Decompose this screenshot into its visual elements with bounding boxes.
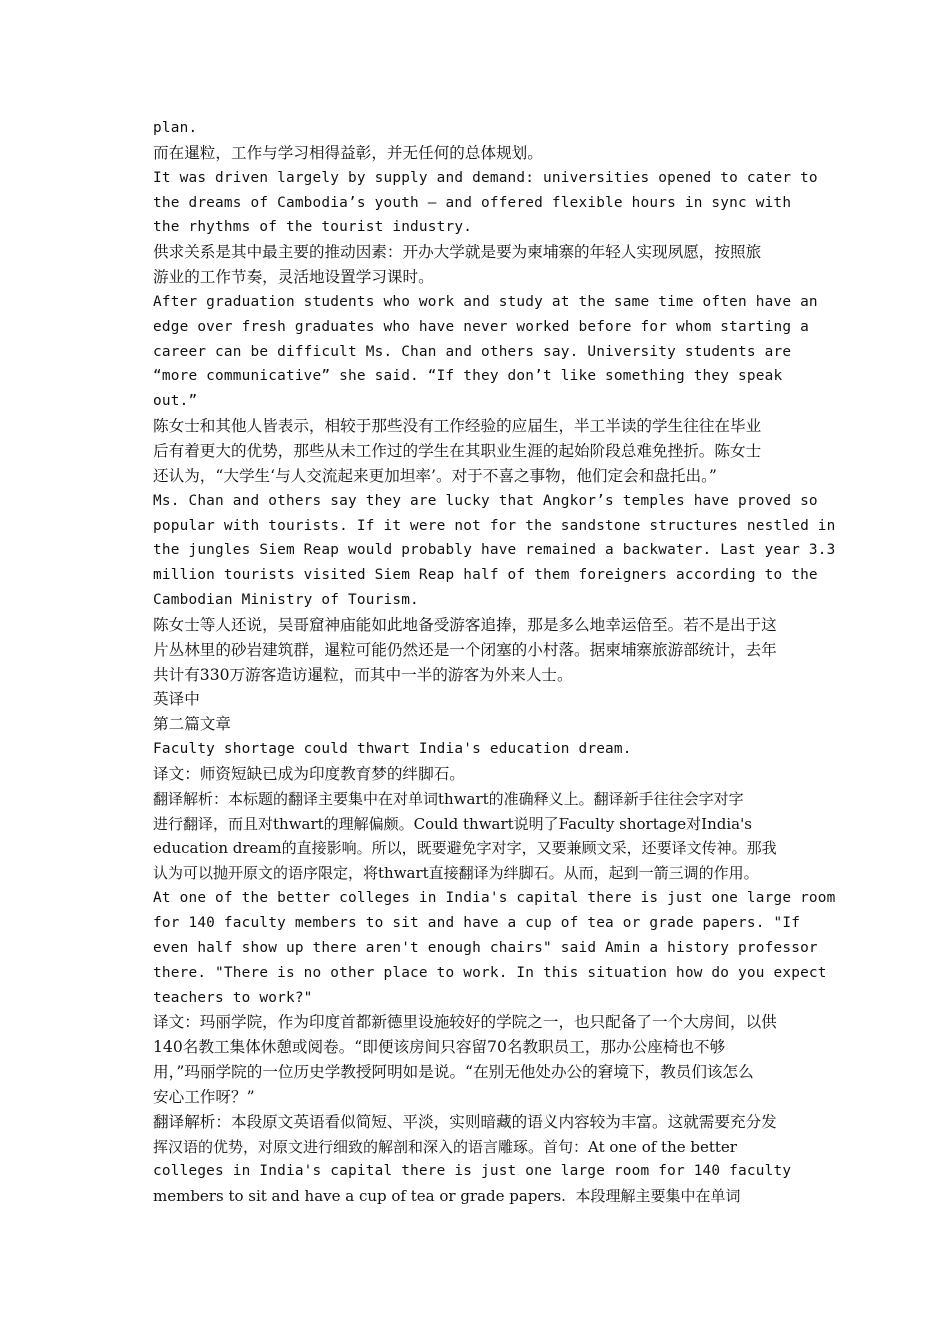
text-line: out.”: [153, 393, 198, 410]
text-line: 游业的工作节奏，灵活地设置学习课时。: [153, 268, 434, 287]
text-line: 供求关系是其中最主要的推动因素：开办大学就是要为柬埔寨的年轻人实现夙愿，按照旅: [153, 243, 762, 262]
text-line: colleges in India's capital there is just one large room for 140 faculty: [153, 1163, 792, 1180]
text-line: members to sit and have a cup of tea or grade papers. 本段理解主要集中在单词: [153, 1187, 741, 1206]
text-line: 译文：玛丽学院，作为印度首都新德里设施较好的学院之一，也只配备了一个大房间，以供: [153, 1013, 777, 1032]
text-line: 陈女士等人还说，吴哥窟神庙能如此地备受游客追捧，那是多么地幸运倍至。若不是出于这: [153, 615, 777, 634]
text-line: 用，”玛丽学院的一位历史学教授阿明如是说。“在别无他处办公的窘境下，教员们该怎么: [153, 1063, 754, 1082]
text-line: “more communicative” she said. “If they don’t like something they speak: [153, 368, 783, 385]
text-line: popular with tourists. If it were not for the sandstone structures nestled in: [153, 517, 836, 534]
text-line: 140名教工集体休憩或阅卷。“即便该房间只容留70名教职员工，那办公座椅也不够: [153, 1038, 726, 1057]
text-line: 认为可以抛开原文的语序限定，将thwart直接翻译为绊脚石。从而，起到一箭三调的作用。: [153, 864, 759, 883]
text-line: the rhythms of the tourist industry.: [153, 219, 473, 236]
text-line: 陈女士和其他人皆表示，相较于那些没有工作经验的应届生，半工半读的学生往往在毕业: [153, 417, 762, 436]
text-line: 翻译解析：本段原文英语看似简短、平淡，实则暗藏的语义内容较为丰富。这就需要充分发: [153, 1112, 777, 1131]
text-line: 而在暹粒，工作与学习相得益彰，并无任何的总体规划。: [153, 143, 543, 162]
text-line: plan.: [153, 120, 198, 136]
article-title: Faculty shortage could thwart India's education dream.: [153, 741, 632, 758]
text-line: 共计有330万游客造访暹粒，而其中一半的游客为外来人士。: [153, 665, 573, 684]
text-line: Ms. Chan and others say they are lucky that Angkor’s temples have proved so: [153, 492, 818, 509]
text-line: 译文：师资短缺已成为印度教育梦的绊脚石。: [153, 764, 465, 783]
section-heading: 英译中: [153, 690, 200, 709]
document-page: [153, 116, 836, 1209]
text-line: 还认为，“大学生‘与人交流起来更加坦率’。对于不喜之事物，他们定会和盘托出。”: [153, 466, 717, 485]
text-line: teachers to work?": [153, 989, 313, 1006]
text-line: even half show up there aren't enough chairs" said Amin a history professor: [153, 939, 818, 956]
text-line: 安心工作呀？”: [153, 1087, 255, 1106]
text-line: there. "There is no other place to work. In this situation how do you expect: [153, 964, 827, 981]
text-line: education dream的直接影响。所以，既要避免字对字，又要兼顾文采，还要译文传神。那我: [153, 839, 777, 858]
article-heading: 第二篇文章: [153, 715, 231, 734]
text-line: the dreams of Cambodia’s youth — and offered flexible hours in sync with: [153, 194, 792, 211]
text-line: career can be difficult Ms. Chan and others say. University students are: [153, 343, 792, 360]
text-line: 片丛林里的砂岩建筑群，暹粒可能仍然还是一个闭塞的小村落。据柬埔寨旅游部统计，去年: [153, 640, 777, 659]
text-line: It was driven largely by supply and demand: universities opened to cater to: [153, 169, 818, 186]
text-line: At one of the better colleges in India's capital there is just one large room: [153, 890, 836, 907]
text-line: 翻译解析：本标题的翻译主要集中在对单词thwart的准确释义上。翻译新手往往会字对字: [153, 789, 744, 808]
text-line: After graduation students who work and study at the same time often have an: [153, 293, 818, 310]
text-line: million tourists visited Siem Reap half of them foreigners according to the: [153, 567, 818, 584]
text-line: 挥汉语的优势，对原文进行细致的解剖和深入的语言雕琢。首句：At one of the better: [153, 1137, 737, 1156]
text-line: 进行翻译，而且对thwart的理解偏颇。Could thwart说明了Faculty shortage对India's: [153, 814, 752, 833]
text-line: for 140 faculty members to sit and have a cup of tea or grade papers. "If: [153, 915, 801, 931]
text-line: 后有着更大的优势，那些从未工作过的学生在其职业生涯的起始阶段总难免挫折。陈女士: [153, 441, 762, 460]
text-line: Cambodian Ministry of Tourism.: [153, 592, 419, 609]
text-line: edge over fresh graduates who have never worked before for whom starting a: [153, 318, 809, 335]
text-line: the jungles Siem Reap would probably have remained a backwater. Last year 3.3: [153, 542, 836, 559]
